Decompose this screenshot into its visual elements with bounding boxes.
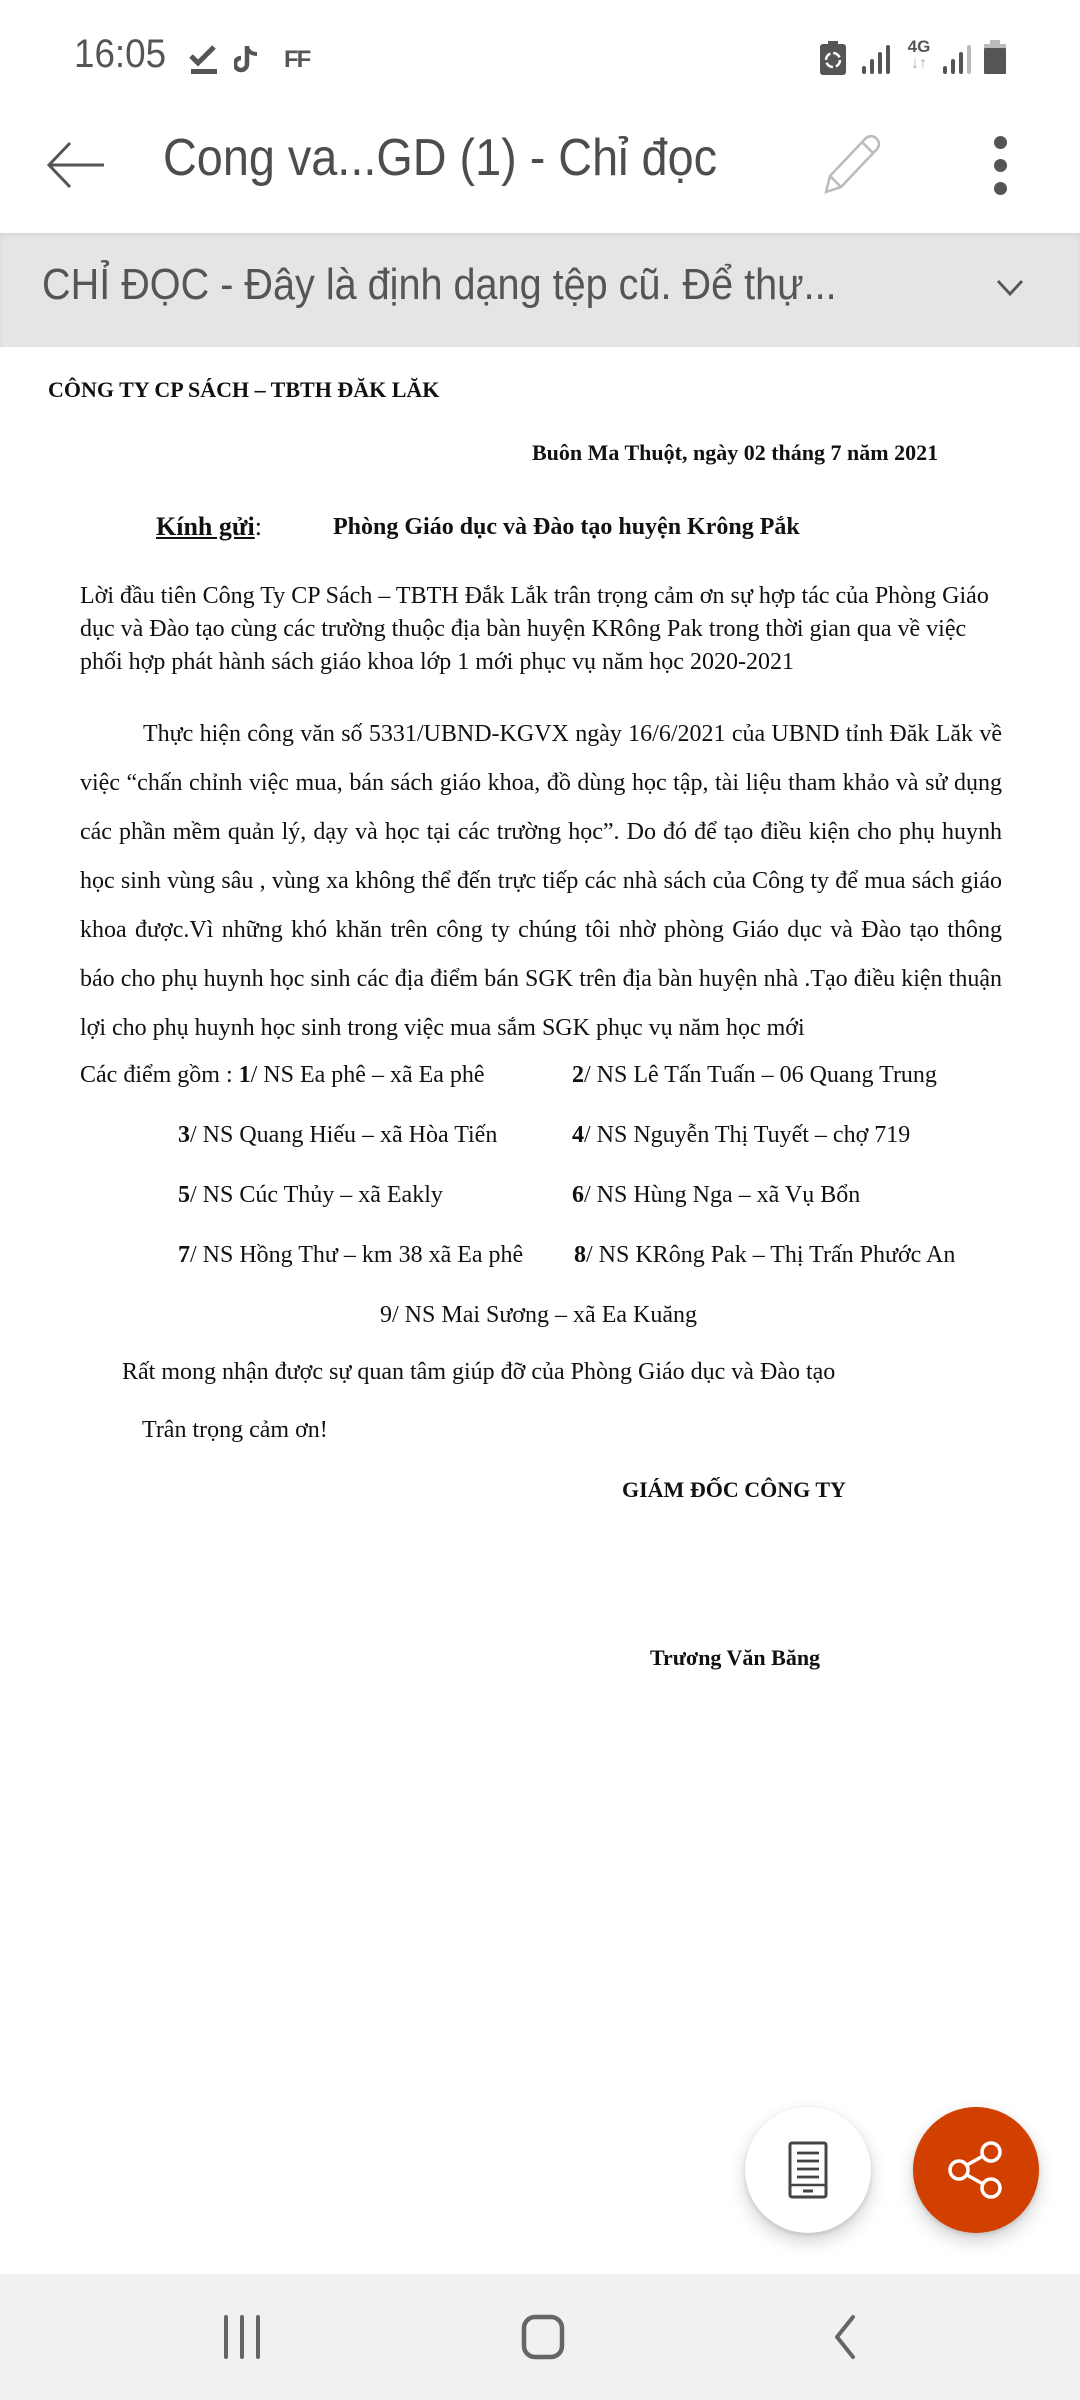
recents-button[interactable] bbox=[182, 2292, 302, 2382]
read-only-banner[interactable] bbox=[0, 233, 1080, 347]
ff-icon: FF bbox=[284, 46, 310, 73]
more-vertical-icon bbox=[994, 136, 1007, 149]
location-item: 3/ NS Quang Hiếu – xã Hòa Tiến bbox=[178, 1122, 498, 1148]
closing-request: Rất mong nhận được sự quan tâm giúp đỡ của Phòng Giáo dục và Đào tạo bbox=[122, 1359, 836, 1385]
battery-icon bbox=[984, 40, 1006, 74]
banner-text: CHỈ ĐỌC - Đây là định dạng tệp cũ. Để thự... bbox=[42, 260, 837, 309]
document-page[interactable] bbox=[0, 347, 1080, 2272]
location-item: 4/ NS Nguyễn Thị Tuyết – chợ 719 bbox=[572, 1122, 911, 1148]
download-done-icon bbox=[188, 44, 220, 76]
signer-name: Trương Văn Băng bbox=[650, 1645, 821, 1670]
back-chevron-icon bbox=[829, 2314, 859, 2360]
reading-view-icon bbox=[788, 2141, 828, 2199]
location-item: / NS Ea phê – xã Ea phê bbox=[250, 1062, 485, 1088]
signal-1-icon bbox=[862, 44, 890, 74]
recipient: Phòng Giáo dục và Đào tạo huyện Krông Pắk bbox=[333, 514, 800, 540]
company-header: CÔNG TY CP SÁCH – TBTH ĐĂK LĂK bbox=[48, 377, 440, 402]
status-bar bbox=[0, 0, 1080, 115]
app-bar bbox=[0, 115, 1080, 233]
closing-thanks: Trân trọng cảm ơn! bbox=[142, 1417, 328, 1443]
location-item: 5/ NS Cúc Thủy – xã Eakly bbox=[178, 1182, 443, 1208]
paragraph-intro: Lời đầu tiên Công Ty CP Sách – TBTH Đắk Lắk trân trọng cảm ơn sự hợp tác của Phòng Giáo dục và Đào tạo cùng các trường thuộc địa bàn huyện KRông Pak trong thời gian qua về việc phối hợp phát hành sách giáo khoa lớp 1 mới phục vụ năm học 2020-2021 bbox=[80, 583, 989, 675]
location-item: 7/ NS Hồng Thư – km 38 xã Ea phê bbox=[178, 1242, 524, 1268]
arrow-left-icon bbox=[46, 140, 106, 190]
recipient-label: Kính gửi: bbox=[156, 512, 262, 541]
recents-icon bbox=[222, 2315, 262, 2359]
location-item: 6/ NS Hùng Nga – xã Vụ Bổn bbox=[572, 1182, 861, 1208]
more-options-button[interactable] bbox=[960, 120, 1040, 210]
home-icon bbox=[521, 2314, 565, 2360]
dateline: Buôn Ma Thuột, ngày 02 tháng 7 năm 2021 bbox=[532, 440, 939, 465]
pencil-icon bbox=[822, 134, 882, 196]
chevron-down-icon bbox=[996, 279, 1024, 297]
signal-2-icon bbox=[943, 44, 971, 74]
home-button[interactable] bbox=[483, 2292, 603, 2382]
document-title: Cong va...GD (1) - Chỉ đọc bbox=[163, 129, 717, 187]
share-icon bbox=[946, 2140, 1006, 2200]
location-item: 9/ NS Mai Sương – xã Ea Kuăng bbox=[380, 1302, 698, 1328]
back-button[interactable] bbox=[36, 125, 116, 205]
battery-saver-icon bbox=[820, 41, 846, 75]
status-time: 16:05 bbox=[74, 32, 167, 76]
banner-expand-button[interactable] bbox=[985, 263, 1035, 313]
locations-row-1: Các điểm gồm : 1/ NS Ea phê – xã Ea phê bbox=[80, 1062, 485, 1088]
network-type-label: 4G bbox=[907, 37, 931, 56]
reading-view-button[interactable] bbox=[745, 2107, 871, 2233]
system-nav-bar bbox=[0, 2274, 1080, 2400]
nav-back-button[interactable] bbox=[784, 2292, 904, 2382]
director-title: GIÁM ĐỐC CÔNG TY bbox=[622, 1477, 846, 1502]
4g-data-icon: 4G ↓↑ bbox=[904, 38, 934, 72]
share-button[interactable] bbox=[913, 2107, 1039, 2233]
edit-button[interactable] bbox=[812, 120, 892, 210]
location-item: 2/ NS Lê Tấn Tuấn – 06 Quang Trung bbox=[572, 1062, 937, 1088]
tiktok-icon bbox=[234, 44, 262, 74]
location-item: 8/ NS KRông Pak – Thị Trấn Phước An bbox=[574, 1242, 956, 1268]
paragraph-body: Thực hiện công văn số 5331/UBND-KGVX ngày 16/6/2021 của UBND tỉnh Đăk Lăk về việc “chấn chỉnh việc mua, bán sách giáo khoa, đồ dùng học tập, tài liệu tham khảo và sử dụng các phần mềm quản lý, dạy và học tại các trường học”. Do đó để tạo điều kiện cho phụ huynh học sinh vùng sâu , vùng xa không thể đến trực tiếp các nhà sách của Công ty để mua sách giáo khoa được.Vì những khó khăn trên công ty chúng tôi nhờ phòng Giáo dục và Đào tạo thông báo cho phụ huynh học sinh các địa điểm bán SGK trên địa bàn huyện nhà .Tạo điều kiện thuận lợi cho phụ huynh học sinh trong việc mua sắm SGK phục vụ năm học mới bbox=[80, 721, 1002, 1041]
